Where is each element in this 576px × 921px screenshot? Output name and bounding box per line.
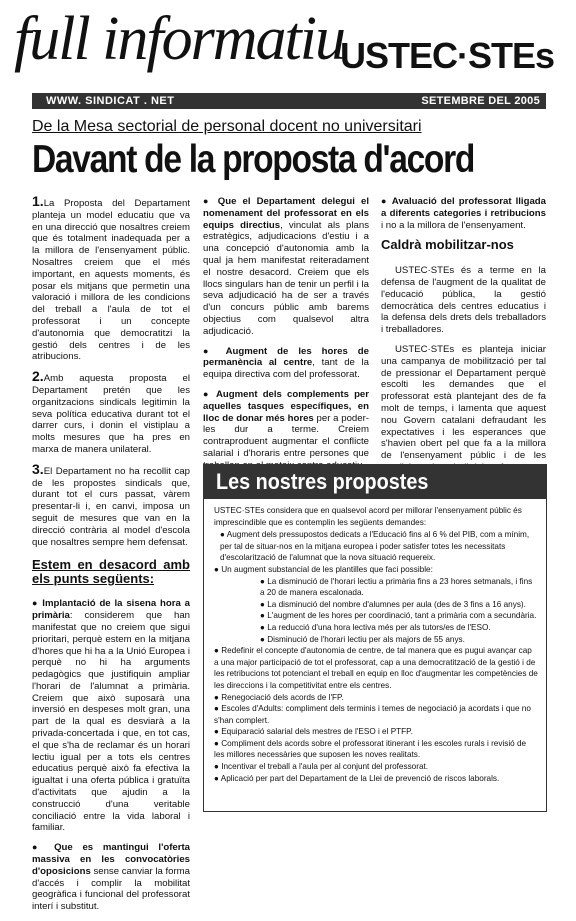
subhead: De la Mesa sectorial de personal docent no universitari xyxy=(32,118,422,135)
proposals-intro: USTEC·STEs considera que en qualsevol acord per millorar l'ensenyament públic és imprescindible que es contemplin les següents demandes: xyxy=(214,506,522,527)
bullet-icon: ● xyxy=(32,598,43,609)
headline: Davant de la proposta d'acord xyxy=(32,138,475,181)
issue-date: SETEMBRE DEL 2005 xyxy=(421,95,540,107)
proposal-item: ● Renegociació dels acords de l'FP. xyxy=(214,692,344,702)
section-heading: Caldrà mobilitzar-nos xyxy=(381,237,514,253)
proposal-item: ● La disminució de l'horari lectiu a primària fins a 23 hores setmanals, i fins a 20 de manera escalonada. xyxy=(260,576,533,598)
proposal-item: ● Incentivar el treball a l'aula per al conjunt del professorat. xyxy=(214,762,429,772)
paragraph: USTEC·STEs és a terme en la defensa de l'augment de la qualitat de l'educació pública, la gestió democràtica dels centres educatius i la defensa dels drets dels treballadors i treballadores. xyxy=(381,265,546,336)
website-link[interactable]: WWW. SINDICAT . NET xyxy=(46,95,175,107)
bullet-icon: ● xyxy=(203,196,218,206)
proposal-item: ● Disminució de l'horari lectiu per als majors de 55 anys. xyxy=(260,634,465,644)
bullet-icon: ● xyxy=(203,388,216,399)
section-heading: Estem en desacord amb els punts següents: xyxy=(32,557,190,587)
numbered-item: 1.La Proposta del Departament planteja un model educatiu que va en una direcció que nosaltres creiem que és totalment inadequada per a la millora de l'ensenyament públic. Nosaltres creiem que el més important, en aquests moments, és posar els mitjans que permetin una valoració i millora de les condicions del treball a l'aula de tot el professorat i un concepte d'autonomia que democratitzi la gestió dels centres i de les atribucions. xyxy=(32,193,190,363)
bullet-item: ● Augment de les hores de permanència al centre, tant de la equipa directiva com del professorat. xyxy=(203,345,369,381)
numbered-item: 2.Amb aquesta proposta el Departament pretén que les organitzacions sindicals legitimin la seva política educativa durant tot el darrer curs, i donin el vistiplau a molts mesures que ha pres en marxa de manera unilateral. xyxy=(32,368,190,455)
masthead-title: full informatiu xyxy=(14,5,344,73)
proposal-item: ● Aplicació per part del Departament de la Llei de prevenció de riscos laborals. xyxy=(214,773,500,783)
bullet-item: ● Implantació de la sisena hora a primària: considerem que han manifestat que no creiem que sigui prioritari, perquè estem en la mitjana d'hores que hi ha a la Unió Europea i perquè no hi ha arguments pedagògics que justifiquin ampliar l'horari de l'alumnat a primària. Creiem que això suposarà una inversió en despeses molt gran, una part de la qual es desviarà a la privada-concertada i que, en tot cas, el que s'ha de reclamar és un horari lectiu igual per a tots els centres educatius perquè això fa efectiva la igualtat i una oferta pública i gratuïta d'activitats que ajudin a la construcció d'una veritable conciliació entre la vida laboral i familiar. xyxy=(32,598,191,834)
proposal-item: ● Compliment dels acords sobre el professorat itinerant i les escoles rurals i revisió de les millores necessàries que suposen les noves realitats. xyxy=(214,738,527,760)
proposal-item: ● Escoles d'Adults: compliment dels terminis i temes de negociació ja acordats i que no s'han complert. xyxy=(214,704,531,725)
proposals-box-title: Les nostres propostes xyxy=(204,465,546,499)
proposal-item: ● L'augment de les hores per coordinació, tant a primària com a secundària. xyxy=(260,611,537,621)
proposal-item: ● La disminució del nombre d'alumnes per aula (des de 3 fins a 16 anys). xyxy=(260,599,526,609)
numbered-item: 3.El Departament no ha recollit cap de les propostes sindicals que, durant tot el curs passat, vàrem presentar-li i, en canvi, imposa un seguit de mesures que van en la direcció contrària al model d'escola que nosaltres sempre hem defensat. xyxy=(32,460,190,548)
bullet-item: ● Que es mantingui l'oferta massiva en les convocatòries d'oposicions sense canviar la forma d'accés i complir la mobilitat geogràfica i funcional del professorat interí i substitut. xyxy=(32,842,191,913)
bullet-icon: ● xyxy=(381,196,392,206)
masthead-band xyxy=(32,93,546,109)
bullet-item: ● Avaluació del professorat lligada a diferents categories i retribucions i no a la millora de l'ensenyament. xyxy=(381,196,546,231)
masthead-org-logo: USTEC·STEs xyxy=(339,35,554,76)
bullet-item: ● Augment dels complements per aquelles tasques específiques, en lloc de donar més hores per a poder-les dur a terme. Creiem contraproduent augmentar el conflicte salarial i d'horaris entre persones que xyxy=(203,388,369,459)
proposals-box xyxy=(203,464,547,812)
proposal-item: ● Un augment substancial de les plantilles que faci possible: xyxy=(214,564,433,574)
bullet-icon: ● xyxy=(32,842,55,853)
proposal-item: ● Redefinir el concepte d'autonomia de centre, de tal manera que es pugui avançar cap a una major participació de tot el professorat, cap a una democratització de la gestió i de les retribucions tot potenciant el treball en equip en lloc d'augmentar les competències de les direccions i la competitivitat entre els centres. xyxy=(214,646,538,690)
proposal-item: ● Augment dels pressupostos dedicats a l'Educació fins al 6 % del PIB, com a mínim, per tal de situar-nos en la mitjana europea i poder satisfer totes les necessitats d'escolarització de l'alumnat que la nova situació requereix. xyxy=(220,530,530,563)
proposal-item: ● La reducció d'una hora lectiva més per als tutors/es de l'ESO. xyxy=(260,622,491,632)
column-2 xyxy=(203,196,369,480)
proposals-box-body xyxy=(214,505,538,784)
proposal-item: ● Equiparació salarial dels mestres de l'ESO i el PTFP. xyxy=(214,727,413,737)
bullet-icon: ● xyxy=(203,345,226,356)
paragraph: USTEC·STEs es planteja iniciar una campanya de mobilització per tal de pressionar el Departament perquè escolti les demandes que el professorat està plantejant des de fa molt de temps, i lamenta que aquest nou Govern catalani defraudant les expectatives i les esperances que s'havien obert pel que fa a la millora de l'ensenyament públic i de les xyxy=(381,343,546,462)
bullet-item: ● Que el Departament delegui el nomenament del professorat en els equips directius, vinculat als plans estratègics, adjudicacions d'estiu i a una concepció d'autonomia amb la qual ja hem manifestat reiteradament el nostre desacord. Creiem que els llocs singulars han de tenir un perfil i la seva adjudicació ha de ser a través d'un concurs públic amb barems objectius com qualsevol altra adjudicació. xyxy=(203,196,369,337)
column-1 xyxy=(32,193,191,921)
column-3 xyxy=(381,196,546,482)
